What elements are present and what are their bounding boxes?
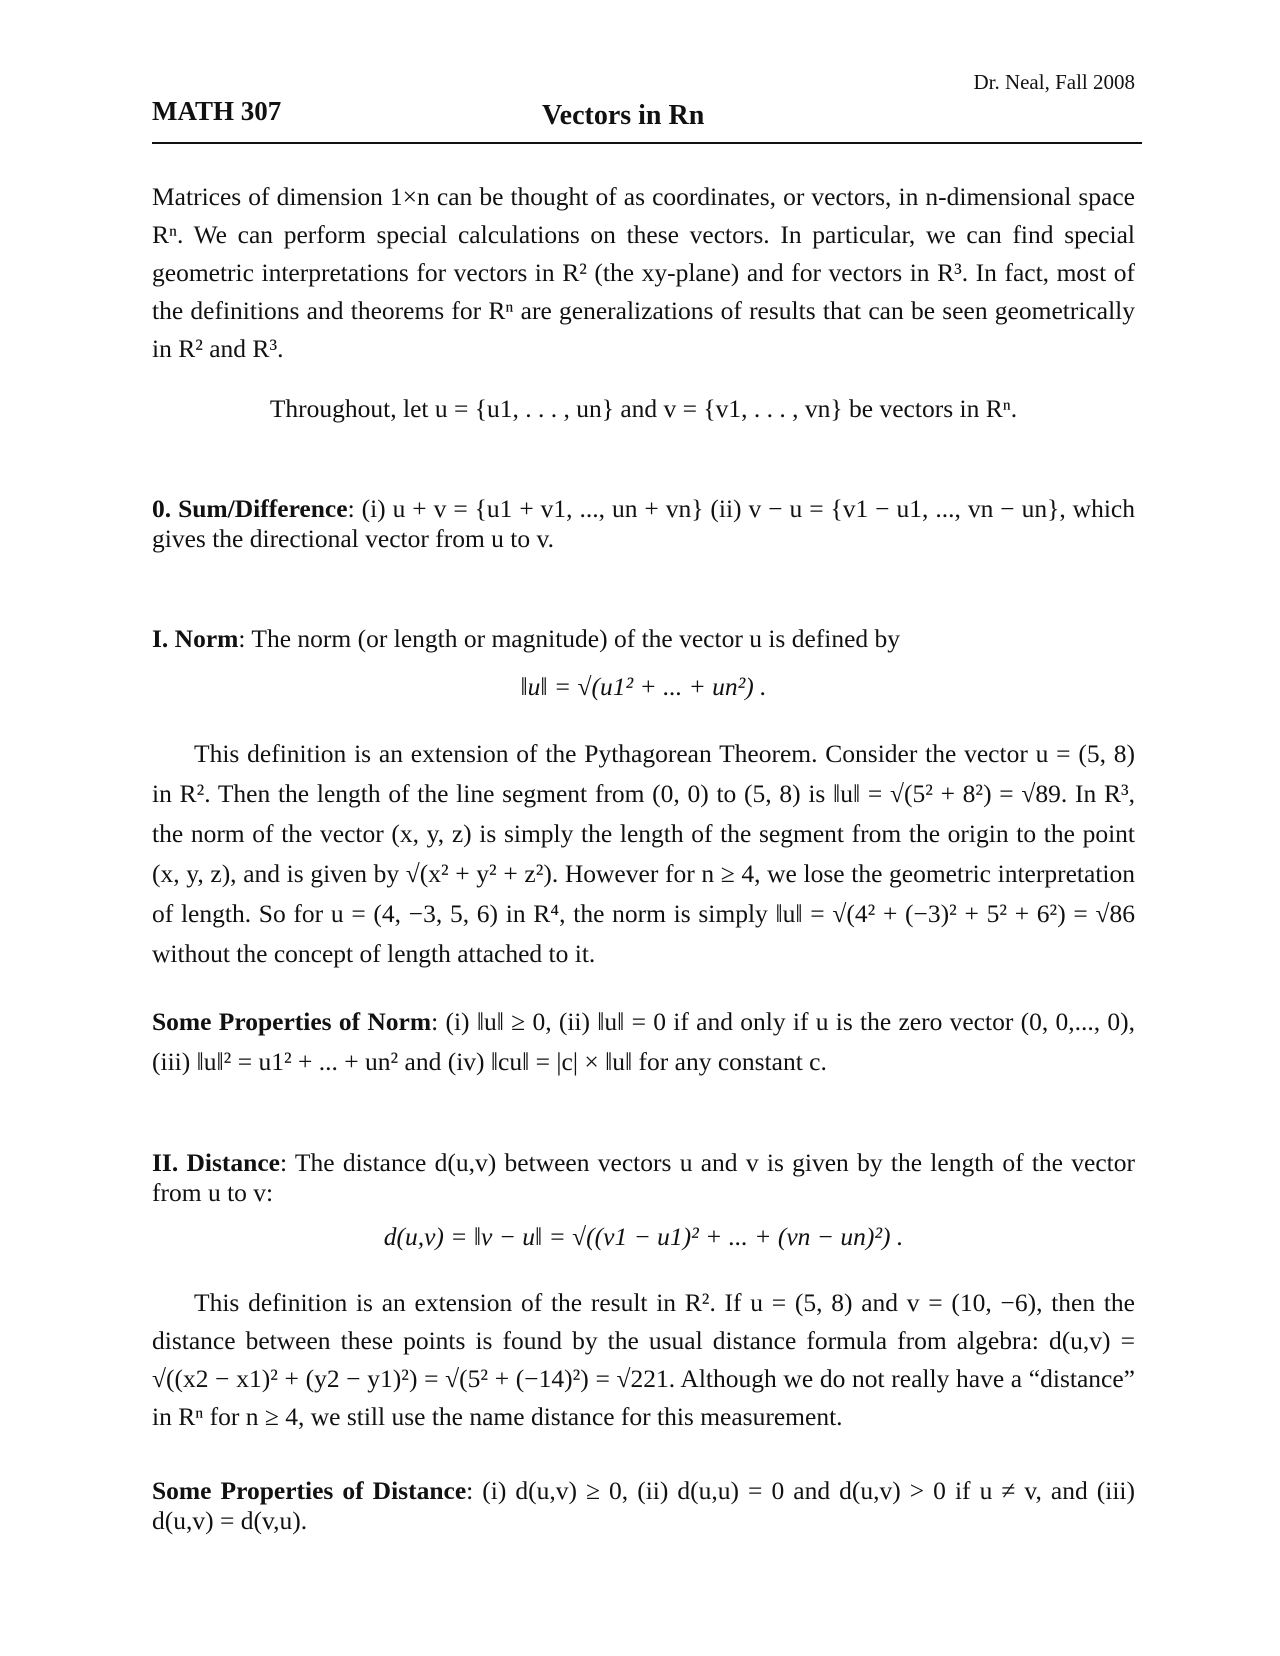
sum-difference-heading: 0. Sum/Difference bbox=[152, 494, 348, 523]
norm-section-intro: I. Norm: The norm (or length or magnitude) of the vector u is defined by bbox=[152, 624, 901, 653]
norm-properties-heading: Some Properties of Norm bbox=[152, 1007, 432, 1036]
distance-formula: d(u,v) = ‖v − u‖ = √((v1 − u1)² + ... + (vn − un)²) . bbox=[383, 1222, 904, 1251]
distance-section-intro: II. Distance: The distance d(u,v) between vectors u and v is given by the length of the vector from u to v: bbox=[152, 1148, 1135, 1207]
norm-heading: I. Norm bbox=[152, 624, 239, 653]
norm-formula: ‖u‖ = √(u1² + ... + un²) . bbox=[520, 672, 767, 701]
author-line: Dr. Neal, Fall 2008 bbox=[973, 70, 1135, 94]
sum-difference-text: (i) u + v = {u1 + v1, ..., un + vn} (ii) v − u = {v1 − u1, ..., vn − un}, which gives the directional vector from u to v. bbox=[152, 494, 1135, 553]
distance-properties: Some Properties of Distance: (i) d(u,v) ≥ 0, (ii) d(u,u) = 0 and d(u,v) > 0 if u ≠ v, and (iii) d(u,v) = d(v,u). bbox=[152, 1476, 1135, 1535]
page-header bbox=[152, 94, 1142, 144]
page-title: Vectors in Rn bbox=[542, 100, 705, 131]
norm-explanation: This definition is an extension of the Pythagorean Theorem. Consider the vector u = (5, 8) in R². Then the length of the line segment from (0, 0) to (5, 8) is ‖u‖ = √(5² + 8²) = √89. In R³, the norm of the vector (x, y, z) is simply the length of the segment from the origin to the point (x, y, z), and is given by √(x² + y² + z²). However for n ≥ 4, we lose the geometric interpretation of length. So for u = (4, −3, 5, 6) in R⁴, the norm is simply ‖u‖ = √(4² + (−3)² + 5² + 6²) = √86 without the concept of length attached to it. bbox=[152, 739, 1135, 968]
norm-intro-text: The norm (or length or magnitude) of the vector u is defined by bbox=[251, 624, 901, 653]
distance-explanation: This definition is an extension of the result in R². If u = (5, 8) and v = (10, −6), then the distance between these points is found by the usual distance formula from algebra: d(u,v) = √((x2 − x1)² + (y2 − y1)²) = √(5² + (−14)²) = √221. Although we do not really have a “distance” in Rⁿ for n ≥ 4, we still use the name distance for this measurement. bbox=[152, 1288, 1135, 1431]
throughout-statement: Throughout, let u = {u1, . . . , un} and v = {v1, . . . , vn} be vectors in Rⁿ. bbox=[269, 394, 1018, 423]
sum-difference-section: 0. Sum/Difference: (i) u + v = {u1 + v1, ..., un + vn} (ii) v − u = {v1 − u1, ..., vn − un}, which gives the directional vector from u to v. bbox=[152, 494, 1135, 553]
distance-intro-text: The distance d(u,v) between vectors u and v is given by the length of the vector from u to v: bbox=[152, 1148, 1135, 1207]
intro-paragraph: Matrices of dimension 1×n can be thought of as coordinates, or vectors, in n-dimensional space Rⁿ. We can perform special calculations on these vectors. In particular, we can find special geometric interpretations for vectors in R² (the xy-plane) and for vectors in R³. In fact, most of the definitions and theorems for Rⁿ are generalizations of results that can be seen geometrically in R² and R³. bbox=[152, 182, 1135, 363]
norm-properties-text: (i) ‖u‖ ≥ 0, (ii) ‖u‖ = 0 if and only if u is the zero vector (0, 0,..., 0), (iii) ‖u‖² = u1² + ... + un² and (iv) ‖cu‖ = |c| × ‖u‖ for any constant c. bbox=[152, 1007, 1136, 1076]
course-title: MATH 307 bbox=[152, 96, 282, 126]
norm-properties: Some Properties of Norm: (i) ‖u‖ ≥ 0, (ii) ‖u‖ = 0 if and only if u is the zero vector (0, 0,..., 0), (iii) ‖u‖² = u1² + ... + un² and (iv) ‖cu‖ = |c| × ‖u‖ for any constant c. bbox=[152, 1007, 1136, 1076]
distance-properties-heading: Some Properties of Distance bbox=[152, 1476, 467, 1505]
distance-heading: II. Distance bbox=[152, 1148, 280, 1177]
distance-properties-text: (i) d(u,v) ≥ 0, (ii) d(u,u) = 0 and d(u,v) > 0 if u ≠ v, and (iii) d(u,v) = d(v,u). bbox=[152, 1476, 1135, 1535]
